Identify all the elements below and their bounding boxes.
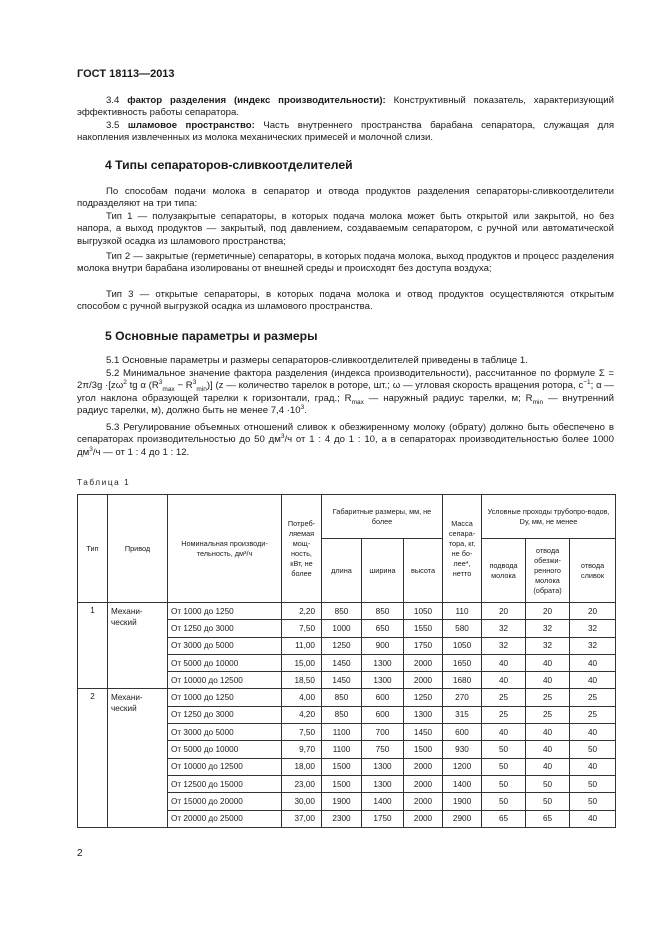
cell-height: 2000 <box>404 672 443 689</box>
formula-part: − R <box>174 380 193 392</box>
cell-capacity: От 1000 до 1250 <box>168 689 282 706</box>
cell-length: 1450 <box>322 654 362 671</box>
cell-pipe-skim: 40 <box>526 654 570 671</box>
cell-height: 1550 <box>404 620 443 637</box>
cell-power: 2,20 <box>282 603 322 620</box>
cell-drive: Механи-ческий <box>108 689 168 827</box>
cell-pipe-skim: 32 <box>526 620 570 637</box>
formula-part: ; α — угол наклона образующей тарелки к горизонтали, град.; R <box>77 380 614 404</box>
clause-number: 3.4 <box>106 95 120 106</box>
table-caption: Таблица 1 <box>77 478 131 487</box>
cell-length: 1450 <box>322 672 362 689</box>
cell-pipe-milk: 65 <box>482 810 526 827</box>
cell-height: 1500 <box>404 741 443 758</box>
cell-height: 2000 <box>404 810 443 827</box>
cell-capacity: От 3000 до 5000 <box>168 724 282 741</box>
paragraph-5-3 <box>77 422 614 459</box>
cell-pipe-cream: 40 <box>570 672 616 689</box>
cell-mass: 1400 <box>443 775 482 792</box>
header-power: Потреб-ляемая мощ-ность, кВт, не более <box>282 495 322 603</box>
cell-width: 650 <box>362 620 404 637</box>
cell-length: 850 <box>322 689 362 706</box>
header-type: Тип <box>78 495 108 603</box>
cell-power: 15,00 <box>282 654 322 671</box>
header-width: ширина <box>362 539 404 603</box>
cell-mass: 600 <box>443 724 482 741</box>
cell-power: 4,00 <box>282 689 322 706</box>
intro-text: По способам подачи молока в сепаратор и отвода продуктов разделения сепараторы-сливкоотделители подразделяют на три типа: <box>77 186 614 210</box>
cell-capacity: От 5000 до 10000 <box>168 654 282 671</box>
subscript: min <box>196 386 207 394</box>
header-mass: Масса сепара-тора, кг, не бо-лее*, нетто <box>443 495 482 603</box>
header-pipe-milk: подвода молока <box>482 539 526 603</box>
p51-text: 5.1 Основные параметры и размеры сепараторов-сливкоотделителей приведены в таблице 1. <box>106 355 528 366</box>
cell-length: 1250 <box>322 637 362 654</box>
cell-length: 1500 <box>322 758 362 775</box>
superscript: 3 <box>192 379 197 387</box>
cell-pipe-skim: 50 <box>526 793 570 810</box>
type-3-description <box>77 289 614 314</box>
superscript: 3 <box>300 404 305 412</box>
cell-power: 9,70 <box>282 741 322 758</box>
cell-mass: 1650 <box>443 654 482 671</box>
table-row <box>78 689 616 706</box>
cell-pipe-skim: 25 <box>526 706 570 723</box>
superscript: −1 <box>583 379 591 387</box>
cell-pipe-cream: 50 <box>570 741 616 758</box>
cell-capacity: От 20000 до 25000 <box>168 810 282 827</box>
cell-height: 1250 <box>404 689 443 706</box>
table-body <box>78 603 616 828</box>
header-pipe-skim: отвода обезжи-ренного молока (обрата) <box>526 539 570 603</box>
cell-pipe-cream: 40 <box>570 654 616 671</box>
cell-pipe-cream: 40 <box>570 724 616 741</box>
cell-width: 1300 <box>362 654 404 671</box>
cell-pipe-cream: 50 <box>570 793 616 810</box>
cell-pipe-cream: 32 <box>570 637 616 654</box>
cell-mass: 580 <box>443 620 482 637</box>
cell-length: 1900 <box>322 793 362 810</box>
type-1-text: Тип 1 — полузакрытые сепараторы, в которых подача молока может быть открытой или закрытой, но без напора, а выход продуктов — закрытый, под давлением, создаваемым сепаратором, с ручной или автоматической выгрузкой осадка из шламового пространства; <box>77 211 614 247</box>
cell-height: 1750 <box>404 637 443 654</box>
cell-pipe-milk: 50 <box>482 741 526 758</box>
cell-capacity: От 1250 до 3000 <box>168 706 282 723</box>
cell-pipe-skim: 40 <box>526 724 570 741</box>
cell-width: 1750 <box>362 810 404 827</box>
definition: Часть внутреннего пространства барабана сепаратора, служащая для накопления извлеченных из молока механических примесей и молочной слизи. <box>77 120 615 144</box>
cell-pipe-milk: 40 <box>482 672 526 689</box>
cell-drive: Механи-ческий <box>108 603 168 689</box>
cell-height: 2000 <box>404 758 443 775</box>
cell-height: 1050 <box>404 603 443 620</box>
term: шламовое пространство: <box>127 120 255 131</box>
cell-height: 2000 <box>404 775 443 792</box>
cell-width: 600 <box>362 689 404 706</box>
section-4-heading: 4 Типы сепараторов-сливкоотделителей <box>105 158 353 172</box>
type-2-description <box>77 251 614 276</box>
cell-mass: 1900 <box>443 793 482 810</box>
formula-part: — наружный радиус тарелки, м; R <box>363 392 533 404</box>
parameters-table <box>77 494 616 828</box>
cell-power: 7,50 <box>282 724 322 741</box>
cell-pipe-milk: 50 <box>482 775 526 792</box>
cell-mass: 2900 <box>443 810 482 827</box>
cell-pipe-skim: 40 <box>526 672 570 689</box>
document-header: ГОСТ 18113—2013 <box>77 68 175 80</box>
p53-text: /ч — от 1 : 4 до 1 : 12. <box>92 446 190 458</box>
paragraph-5-2 <box>77 368 614 418</box>
type-1-description <box>77 211 614 248</box>
header-length: длина <box>322 539 362 603</box>
cell-width: 700 <box>362 724 404 741</box>
cell-height: 2000 <box>404 654 443 671</box>
cell-mass: 1200 <box>443 758 482 775</box>
cell-power: 37,00 <box>282 810 322 827</box>
cell-length: 850 <box>322 603 362 620</box>
cell-mass: 1050 <box>443 637 482 654</box>
cell-pipe-milk: 40 <box>482 724 526 741</box>
cell-capacity: От 12500 до 15000 <box>168 775 282 792</box>
cell-pipe-cream: 50 <box>570 775 616 792</box>
clause-number: 3.5 <box>106 120 120 131</box>
cell-width: 900 <box>362 637 404 654</box>
cell-power: 4,20 <box>282 706 322 723</box>
p53-text: /ч от 1 : 4 до 1 : 10, а в сепараторах производительностью более 1000 дм <box>77 434 614 458</box>
type-3-text: Тип 3 — открытые сепараторы, в которых подача молока и отвод продуктов осуществляются открытым способом с ручной выгрузкой осадка из шламового пространства. <box>77 289 614 313</box>
table-row <box>78 603 616 620</box>
superscript: 2 <box>123 379 127 387</box>
cell-mass: 315 <box>443 706 482 723</box>
cell-height: 1450 <box>404 724 443 741</box>
cell-pipe-milk: 32 <box>482 637 526 654</box>
section-5-heading: 5 Основные параметры и размеры <box>105 329 318 343</box>
formula-part: — внутренний радиус тарелки, м), должно быть не менее 7,4 ·10 <box>77 392 615 417</box>
cell-capacity: От 15000 до 20000 <box>168 793 282 810</box>
formula-part: 5.2 Минимальное значение фактора разделения (индекса производительности), рассчитанное по формуле Σ = 2π/3g ·[zω <box>77 368 614 392</box>
cell-capacity: От 5000 до 10000 <box>168 741 282 758</box>
cell-pipe-cream: 32 <box>570 620 616 637</box>
cell-height: 1300 <box>404 706 443 723</box>
cell-power: 23,00 <box>282 775 322 792</box>
cell-power: 11,00 <box>282 637 322 654</box>
cell-capacity: От 10000 до 12500 <box>168 758 282 775</box>
cell-capacity: От 1000 до 1250 <box>168 603 282 620</box>
superscript: 3 <box>280 433 285 441</box>
header-pipes: Условные проходы трубопро-водов, Dу, мм, не менее <box>482 495 616 539</box>
cell-width: 1400 <box>362 793 404 810</box>
cell-mass: 110 <box>443 603 482 620</box>
cell-length: 2300 <box>322 810 362 827</box>
term: фактор разделения (индекс производительности): <box>127 95 386 106</box>
cell-pipe-cream: 25 <box>570 706 616 723</box>
cell-pipe-milk: 20 <box>482 603 526 620</box>
cell-length: 1500 <box>322 775 362 792</box>
formula-part: . <box>304 405 307 417</box>
cell-width: 600 <box>362 706 404 723</box>
subscript: max <box>351 398 364 406</box>
formula-part: )] (z — количество тарелок в роторе, шт.; ω — угловая скорость вращения ротора, с <box>206 380 584 392</box>
cell-type: 2 <box>78 689 108 827</box>
cell-pipe-milk: 25 <box>482 706 526 723</box>
definition: Конструктивный показатель, характеризующий эффективность работы сепаратора. <box>77 95 615 119</box>
cell-pipe-cream: 40 <box>570 758 616 775</box>
cell-width: 1300 <box>362 775 404 792</box>
cell-height: 2000 <box>404 793 443 810</box>
cell-power: 30,00 <box>282 793 322 810</box>
cell-pipe-milk: 50 <box>482 758 526 775</box>
cell-pipe-skim: 32 <box>526 637 570 654</box>
cell-length: 1100 <box>322 724 362 741</box>
p53-text: 5.3 Регулирование объемных отношений сливок к обезжиренному молоку (обрату) должно быть обеспечено в сепараторах производительностью до 50 дм <box>77 422 614 446</box>
cell-pipe-cream: 25 <box>570 689 616 706</box>
subscript: max <box>162 386 175 394</box>
page-number: 2 <box>77 848 83 859</box>
cell-pipe-cream: 20 <box>570 603 616 620</box>
cell-pipe-milk: 25 <box>482 689 526 706</box>
cell-width: 1300 <box>362 758 404 775</box>
paragraph-3-5 <box>77 120 614 145</box>
paragraph-5-1 <box>77 355 614 367</box>
cell-mass: 270 <box>443 689 482 706</box>
cell-pipe-skim: 65 <box>526 810 570 827</box>
cell-power: 18,00 <box>282 758 322 775</box>
header-capacity: Номинальная производи-тельность, дм³/ч <box>168 495 282 603</box>
header-dimensions: Габаритные размеры, мм, не более <box>322 495 443 539</box>
cell-mass: 1680 <box>443 672 482 689</box>
cell-pipe-skim: 50 <box>526 775 570 792</box>
section-4-intro <box>77 186 614 211</box>
cell-capacity: От 1250 до 3000 <box>168 620 282 637</box>
cell-power: 7,50 <box>282 620 322 637</box>
cell-pipe-milk: 32 <box>482 620 526 637</box>
cell-type: 1 <box>78 603 108 689</box>
cell-pipe-skim: 40 <box>526 741 570 758</box>
subscript: min <box>532 398 544 406</box>
type-2-text: Тип 2 — закрытые (герметичные) сепараторы, в которых подача молока, выход продуктов и процесс разделения молока внутри барабана изолированы от внешней среды и происходят без доступа воздуха; <box>77 251 614 275</box>
cell-pipe-milk: 50 <box>482 793 526 810</box>
cell-length: 1000 <box>322 620 362 637</box>
cell-length: 850 <box>322 706 362 723</box>
cell-pipe-skim: 25 <box>526 689 570 706</box>
cell-capacity: От 10000 до 12500 <box>168 672 282 689</box>
header-pipe-cream: отвода сливок <box>570 539 616 603</box>
superscript: 3 <box>89 445 93 453</box>
cell-capacity: От 3000 до 5000 <box>168 637 282 654</box>
cell-pipe-skim: 20 <box>526 603 570 620</box>
formula-part: tg α (R <box>126 380 159 392</box>
cell-pipe-milk: 40 <box>482 654 526 671</box>
cell-width: 750 <box>362 741 404 758</box>
superscript: 3 <box>158 379 163 387</box>
cell-pipe-cream: 40 <box>570 810 616 827</box>
cell-width: 850 <box>362 603 404 620</box>
cell-pipe-skim: 40 <box>526 758 570 775</box>
cell-power: 18,50 <box>282 672 322 689</box>
header-drive: Привод <box>108 495 168 603</box>
header-height: высота <box>404 539 443 603</box>
cell-width: 1300 <box>362 672 404 689</box>
cell-mass: 930 <box>443 741 482 758</box>
paragraph-3-4 <box>77 95 614 120</box>
cell-length: 1100 <box>322 741 362 758</box>
